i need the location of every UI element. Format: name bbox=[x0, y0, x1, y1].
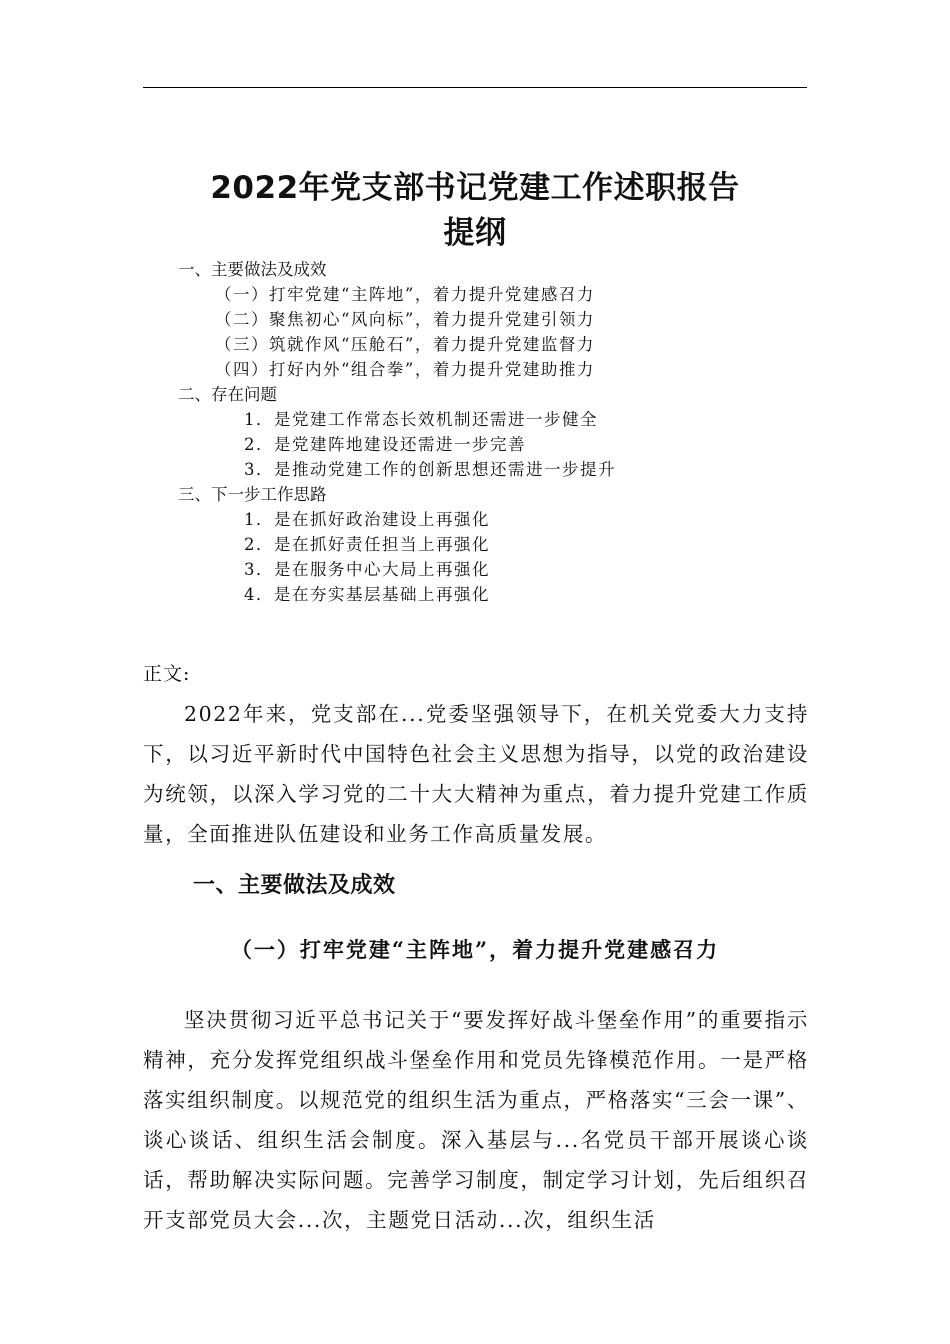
section-heading: 一、主要做法及成效 bbox=[193, 873, 396, 898]
document-title: 2022年党支部书记党建工作述职报告 bbox=[210, 170, 740, 206]
outline-item: （三）筑就作风“压舱石”，着力提升党建监督力 bbox=[215, 335, 595, 354]
outline-item: （一）打牢党建“主阵地”，着力提升党建感召力 bbox=[215, 285, 595, 304]
outline-item: 2．是党建阵地建设还需进一步完善 bbox=[244, 435, 526, 454]
outline-item: 3．是在服务中心大局上再强化 bbox=[244, 560, 490, 579]
outline-item: （四）打好内外“组合拳”，着力提升党建助推力 bbox=[215, 360, 595, 379]
subsection-heading: （一）打牢党建“主阵地”，着力提升党建感召力 bbox=[230, 937, 720, 962]
body-label: 正文: bbox=[143, 663, 191, 685]
header-rule bbox=[143, 87, 807, 88]
outline-heading-3: 三、下一步工作思路 bbox=[178, 485, 327, 504]
outline-item: 1．是在抓好政治建设上再强化 bbox=[244, 510, 490, 529]
outline-item: 3．是推动党建工作的创新思想还需进一步提升 bbox=[244, 460, 616, 479]
body-paragraph: 坚决贯彻习近平总书记关于“要发挥好战斗堡垒作用”的重要指示精神，充分发挥党组织战斗堡垒作用和党员先锋模范作用。一是严格落实组织制度。以规范党的组织生活为重点，严格落实“三会一课”、谈心谈话、组织生活会制度。深入基层与...名党员干部开展谈心谈话，帮助解决实际问题。完善学习制度，制定学习计划，先后组织召开支部党员大会...次，主题党日活动...次，组织生活 bbox=[143, 1008, 809, 1232]
outline-heading-1: 一、主要做法及成效 bbox=[178, 260, 327, 279]
outline-item: 2．是在抓好责任担当上再强化 bbox=[244, 535, 490, 554]
outline-item: 4．是在夯实基层基础上再强化 bbox=[244, 585, 490, 604]
outline-item: 1．是党建工作常态长效机制还需进一步健全 bbox=[244, 410, 598, 429]
intro-paragraph: 2022年来，党支部在...党委坚强领导下，在机关党委大力支持下，以习近平新时代中国特色社会主义思想为指导，以党的政治建设为统领，以深入学习党的二十大大精神为重点，着力提升党建工作质量，全面推进队伍建设和业务工作高质量发展。 bbox=[143, 702, 809, 846]
outline-heading-2: 二、存在问题 bbox=[178, 385, 277, 404]
document-title-line2: 提纲 bbox=[443, 215, 507, 251]
outline-item: （二）聚焦初心“风向标”，着力提升党建引领力 bbox=[215, 310, 595, 329]
